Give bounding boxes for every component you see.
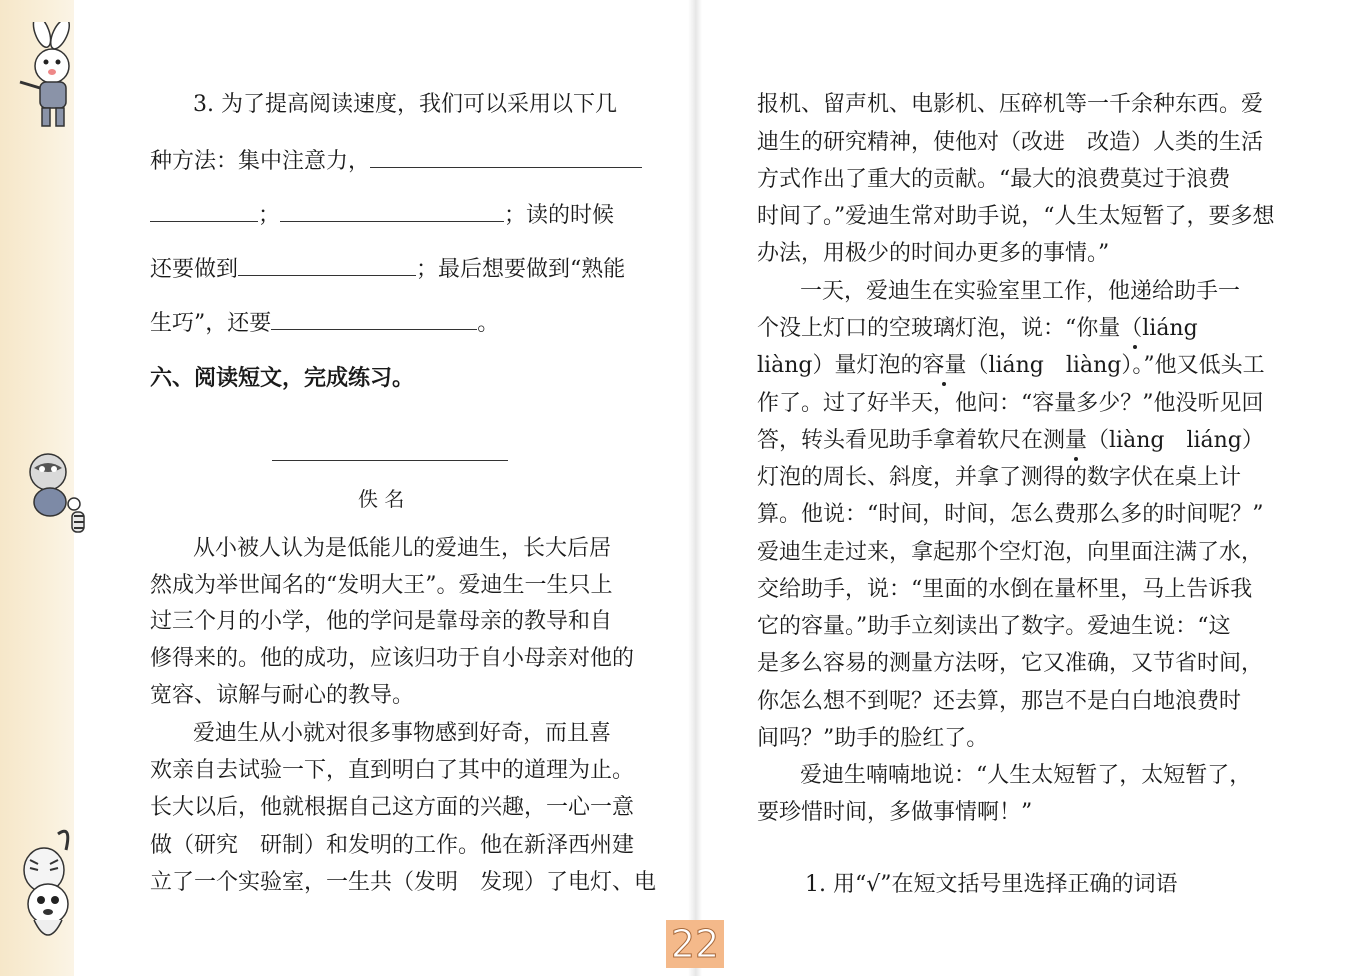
page-number: 22 — [666, 920, 724, 968]
paragraph-line: liàng）量灯泡的容量（liáng liàng）。”他又低头工 — [757, 353, 1265, 378]
paragraph-line: 是多么容易的测量方法呀，它又准确，又节省时间， — [757, 651, 1264, 676]
paragraph-line: 爱迪生喃喃地说：“人生太短暂了，太短暂了， — [800, 763, 1252, 788]
paragraph-line: 迪生的研究精神，使他对（改进 改造）人类的生活 — [757, 130, 1264, 155]
paragraph-line: 立了一个实验室，一生共（发明 发现）了电灯、电 — [150, 870, 657, 895]
paragraph-line: 它的容量。”助手立刻读出了数字。爱迪生说：“这 — [757, 614, 1231, 639]
paragraph-line: 灯泡的周长、斜度，并拿了测得的数字伏在桌上计 — [757, 465, 1242, 490]
book-fold — [688, 0, 702, 976]
question-3-text: ；最后想要做到“熟能 — [416, 257, 626, 282]
question-3-line-2 — [150, 147, 642, 174]
paragraph-line: 做（研究 研制）和发明的工作。他在新泽西州建 — [150, 833, 635, 858]
answer-blank-1[interactable] — [370, 147, 642, 168]
paragraph-line: 方式作出了重大的贡献。“最大的浪费莫过于浪费 — [757, 167, 1231, 192]
paragraph-line: 报机、留声机、电影机、压碎机等一千余种东西。爱 — [757, 92, 1264, 117]
paragraph-line: 爱迪生走过来，拿起那个空灯泡，向里面注满了水， — [757, 540, 1264, 565]
paragraph-line: 间吗？”助手的脸红了。 — [757, 726, 989, 751]
raccoon-mascot-icon — [14, 446, 90, 536]
question-3-text: 。 — [477, 311, 500, 336]
question-1: 1. 用“√”在短文括号里选择正确的词语 — [805, 872, 1178, 897]
paragraph-line: 从小被人认为是低能儿的爱迪生，长大后居 — [193, 536, 612, 561]
paragraph-line: 欢亲自去试验一下，直到明白了其中的道理为止。 — [150, 758, 635, 783]
paragraph-line: 一天，爱迪生在实验室里工作，他递给助手一 — [800, 279, 1241, 304]
answer-blank-3[interactable] — [280, 201, 504, 222]
question-3-text: 还要做到 — [150, 257, 239, 282]
emphasis-dot — [942, 382, 946, 386]
paragraph-line: 爱迪生从小就对很多事物感到好奇，而且喜 — [193, 721, 612, 746]
question-3-text: ；读的时候 — [504, 203, 615, 228]
question-3-line-4 — [150, 255, 625, 282]
paragraph-line: 然成为举世闻名的“发明大王”。爱迪生一生只上 — [150, 573, 613, 598]
paragraph-line: 答，转头看见助手拿着软尺在测量（liàng liáng） — [757, 428, 1264, 453]
answer-blank-5[interactable] — [271, 309, 477, 330]
question-3-text: 种方法：集中注意力， — [150, 149, 371, 174]
paragraph-line: 办法，用极少的时间办更多的事情。” — [757, 241, 1110, 266]
paragraph-line: 交给助手，说：“里面的水倒在量杯里，马上告诉我 — [757, 577, 1253, 602]
paragraph-line: 过三个月的小学，他的学问是靠母亲的教导和自 — [150, 609, 613, 634]
emphasis-dot — [1133, 345, 1137, 349]
paragraph-line: 宽容、谅解与耐心的教导。 — [150, 683, 415, 708]
paragraph-line: 要珍惜时间，多做事情啊！” — [757, 800, 1033, 825]
paragraph-line: 长大以后，他就根据自己这方面的兴趣，一心一意 — [150, 795, 635, 820]
question-3-text: 生巧”，还要 — [150, 311, 272, 336]
question-3-line-5 — [150, 309, 499, 336]
tiger-mascot-icon — [14, 820, 78, 960]
answer-blank-4[interactable] — [238, 255, 416, 276]
paragraph-line: 时间了。”爱迪生常对助手说，“人生太短暂了，要多想 — [757, 204, 1275, 229]
title-blank-line[interactable] — [272, 460, 508, 461]
emphasis-dot — [1074, 457, 1078, 461]
paragraph-line: 算。他说：“时间，时间，怎么费那么多的时间呢？” — [757, 502, 1264, 527]
question-3-line-1: 3. 为了提高阅读速度，我们可以采用以下几 — [193, 92, 617, 117]
story-author: 佚 名 — [358, 487, 405, 511]
semicolon: ； — [258, 203, 281, 228]
paragraph-line: 个没上灯口的空玻璃灯泡，说：“你量（liáng — [757, 316, 1198, 341]
answer-blank-2[interactable] — [150, 201, 258, 222]
question-3-line-3 — [150, 201, 614, 228]
paragraph-line: 作了。过了好半天，他问：“容量多少？”他没听见回 — [757, 391, 1264, 416]
section-heading: 六、阅读短文，完成练习。 — [150, 366, 415, 391]
paragraph-line: 修得来的。他的成功，应该归功于自小母亲对他的 — [150, 646, 635, 671]
rabbit-mascot-icon — [12, 22, 84, 132]
paragraph-line: 你怎么想不到呢？还去算，那岂不是白白地浪费时 — [757, 689, 1242, 714]
